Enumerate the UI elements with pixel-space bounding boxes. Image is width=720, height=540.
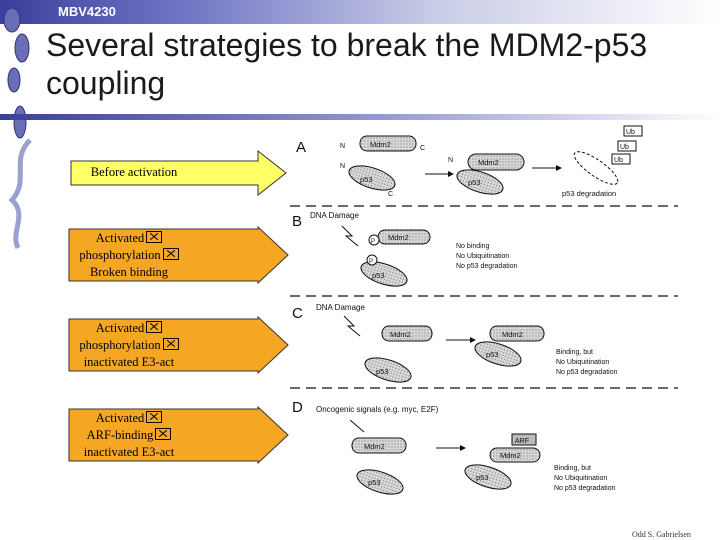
arrow-label [64,230,194,281]
outcome-line: No Ubiquitination [556,359,610,366]
bead [14,106,26,138]
outcome-line: No binding [456,243,490,250]
phosphate-label: P [371,239,376,245]
terminus-label: N [340,163,346,170]
panel-header: DNA Damage [310,211,359,220]
title-divider [0,114,720,120]
protein-label: Mdm2 [388,233,409,242]
arrow-text: Activated [95,321,145,335]
bead [4,8,20,32]
bead [15,34,29,62]
protein-label: p53 [468,178,481,187]
arrow-text: ARF-binding [86,428,154,442]
panel-letter: A [296,139,307,156]
arrow-text: Broken binding [89,265,169,279]
outcome-line: No p53 degradation [556,369,618,376]
protein-label: Mdm2 [370,140,391,149]
arrow-text: phosphorylation [79,338,161,352]
delete-key-icon [146,231,162,243]
terminus-label: N [340,143,346,150]
arrow-label [74,164,194,181]
protein-label: Mdm2 [500,451,521,460]
outcome-line: Binding, but [554,465,591,472]
protein-label: Mdm2 [478,158,499,167]
terminus-label: C [388,191,394,198]
course-code: MBV4230 [58,4,116,19]
lightning-icon [342,226,358,246]
arrow-text: Activated [95,411,145,425]
protein-label: Mdm2 [502,330,523,339]
protein-label: Mdm2 [364,442,385,451]
author-credit: Odd S. Gabrielsen [632,530,691,539]
outcome-line: No p53 degradation [554,485,616,492]
bead [8,68,20,92]
panel-header: Oncogenic signals (e.g. myc, E2F) [316,405,439,414]
outcome-label: p53 degradation [562,189,617,198]
protein-label: Mdm2 [390,330,411,339]
ubiquitin-label: Ub [614,157,623,164]
panel-a-p53-degraded [570,147,622,190]
panel-letter: D [292,399,303,416]
outcome-line: No p53 degradation [456,263,518,270]
protein-label: p53 [376,367,389,376]
outcome-line: Binding, but [556,349,593,356]
protein-label: p53 [476,473,489,482]
delete-key-icon [163,248,179,260]
decorative-beads [0,0,44,250]
lightning-icon [344,316,360,336]
protein-label: p53 [360,175,373,184]
panel-letter: B [292,213,303,230]
protein-label: p53 [372,271,385,280]
ubiquitin-label: Ub [620,144,629,151]
arrow-text: phosphorylation [79,248,161,262]
delete-key-icon [146,321,162,333]
arrow-text: Before activation [90,165,178,179]
slide-title: Several strategies to break the MDM2-p53 coupling [46,27,648,101]
ubiquitin-label: Ub [626,129,635,136]
reaction-arrow [350,420,364,432]
delete-key-icon [163,338,179,350]
delete-key-icon [146,411,162,423]
panel-letter: C [292,305,303,322]
terminus-label: N [448,157,454,164]
arrow-text: inactivated E3-act [83,445,175,459]
terminus-label: C [420,145,426,152]
arf-label: ARF [515,438,529,445]
arrow-label [64,410,194,461]
delete-key-icon [155,428,171,440]
protein-label: p53 [368,478,381,487]
phosphate-label: P [369,259,374,265]
arrow-label [64,320,194,371]
mdm2-p53-diagram [280,122,680,500]
arrow-text: Activated [95,231,145,245]
outcome-line: No Ubiquitination [456,253,510,260]
panel-header: DNA Damage [316,303,365,312]
protein-label: p53 [486,350,499,359]
outcome-line: No Ubiquitination [554,475,608,482]
arrow-text: inactivated E3-act [83,355,175,369]
